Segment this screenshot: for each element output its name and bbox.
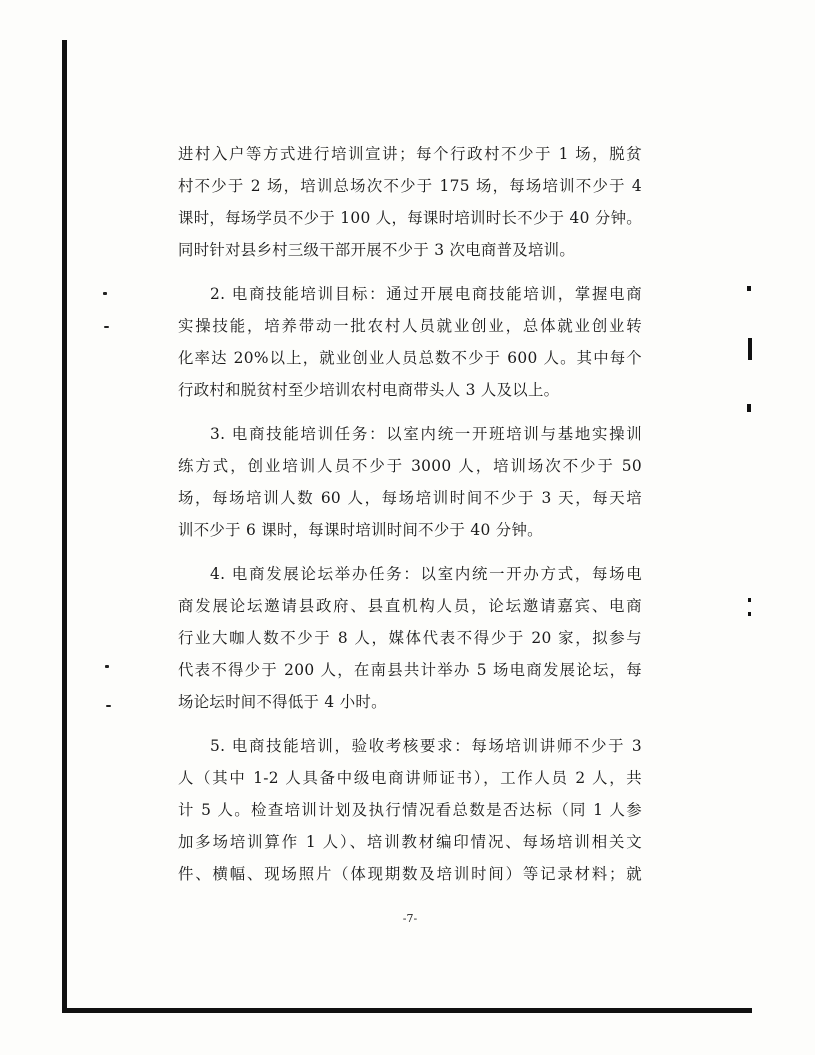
- edge-mark: [747, 286, 751, 291]
- left-page-border: [62, 40, 67, 1012]
- edge-mark: [747, 404, 751, 412]
- text-line: 人（其中 1-2 人具备中级电商讲师证书），工作人员 2 人，共: [178, 769, 642, 787]
- text-line: 村不少于 2 场，培训总场次不少于 175 场，每场培训不少于 4: [178, 177, 642, 195]
- edge-mark: [748, 612, 751, 616]
- text-line: 5. 电商技能培训，验收考核要求：每场培训讲师不少于 3: [210, 737, 642, 755]
- body-text: [178, 138, 642, 890]
- paragraph: [178, 138, 642, 266]
- edge-mark: [748, 338, 752, 360]
- text-line: 3. 电商技能培训任务：以室内统一开班培训与基地实操训: [210, 425, 642, 443]
- paragraph: [178, 418, 642, 546]
- text-line: 行政村和脱贫村至少培训农村电商带头人 3 人及以上。: [178, 381, 560, 399]
- text-line: 实操技能，培养带动一批农村人员就业创业，总体就业创业转: [178, 317, 642, 335]
- text-line: 练方式，创业培训人员不少于 3000 人，培训场次不少于 50: [178, 457, 642, 475]
- text-line: 代表不得少于 200 人，在南县共计举办 5 场电商发展论坛，每: [178, 661, 642, 679]
- scan-speck: [103, 292, 107, 295]
- text-line: 加多场培训算作 1 人）、培训教材编印情况、每场培训相关文: [178, 833, 642, 851]
- text-line: 化率达 20%以上，就业创业人员总数不少于 600 人。其中每个: [178, 349, 642, 367]
- text-line: 行业大咖人数不少于 8 人，媒体代表不得少于 20 家，拟参与: [178, 629, 642, 647]
- scan-speck: [104, 326, 109, 328]
- text-line: 训不少于 6 课时，每课时培训时间不少于 40 分钟。: [178, 521, 543, 539]
- scan-speck: [105, 665, 109, 668]
- paragraph: [178, 558, 642, 718]
- paragraph: [178, 730, 642, 890]
- text-line: 4. 电商发展论坛举办任务：以室内统一开办方式，每场电: [210, 565, 642, 583]
- text-line: 课时，每场学员不少于 100 人，每课时培训时长不少于 40 分钟。: [178, 209, 642, 227]
- text-line: 进村入户等方式进行培训宣讲；每个行政村不少于 1 场，脱贫: [178, 145, 642, 163]
- text-line: 2. 电商技能培训目标：通过开展电商技能培训，掌握电商: [210, 285, 642, 303]
- bottom-page-border: [62, 1008, 752, 1013]
- scan-speck: [106, 705, 111, 707]
- page-number: -7-: [402, 912, 418, 925]
- text-line: 件、横幅、现场照片（体现期数及培训时间）等记录材料；就: [178, 865, 642, 883]
- edge-mark: [748, 598, 751, 602]
- text-line: 商发展论坛邀请县政府、县直机构人员，论坛邀请嘉宾、电商: [178, 597, 642, 615]
- text-line: 计 5 人。检查培训计划及执行情况看总数是否达标（同 1 人参: [178, 801, 642, 819]
- text-line: 场论坛时间不得低于 4 小时。: [178, 693, 387, 711]
- text-line: 同时针对县乡村三级干部开展不少于 3 次电商普及培训。: [178, 241, 576, 259]
- paragraph: [178, 278, 642, 406]
- text-line: 场，每场培训人数 60 人，每场培训时间不少于 3 天，每天培: [178, 489, 642, 507]
